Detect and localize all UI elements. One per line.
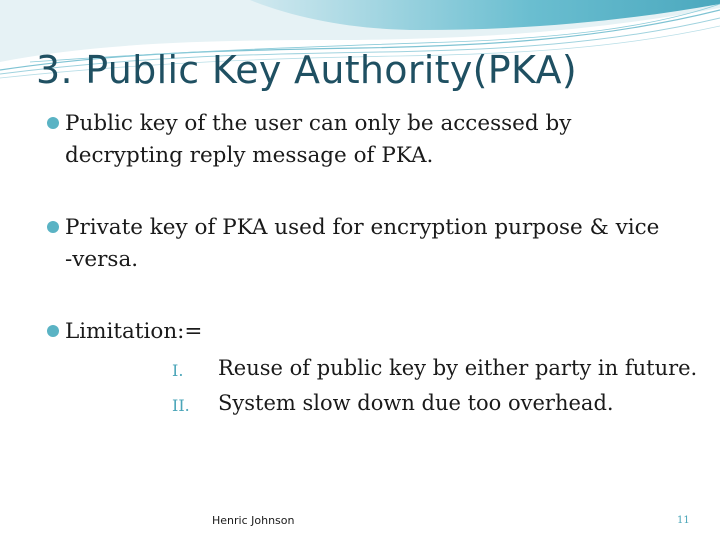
- bullet-line: -versa.: [65, 247, 139, 272]
- bullet-dot-icon: [47, 117, 59, 129]
- bullet-line: Limitation:=: [65, 319, 203, 344]
- page-number: 11: [677, 515, 690, 526]
- bullet-line: Private key of PKA used for encryption purpose & vice: [65, 215, 660, 240]
- bullet-text: [65, 212, 690, 276]
- bullet-dot-icon: [47, 325, 59, 337]
- footer-author: Henric Johnson: [212, 514, 295, 527]
- bullet-line: Public key of the user can only be accessed by: [65, 111, 572, 136]
- sub-item-numeral: II.: [172, 396, 190, 415]
- sub-item-numeral: I.: [172, 361, 184, 380]
- sub-item-text: Reuse of public key by either party in future.: [218, 356, 698, 380]
- bullet-text: [65, 108, 690, 172]
- bullet-text: [65, 316, 690, 348]
- sub-item-text: System slow down due too overhead.: [218, 391, 614, 415]
- bullet-line: decrypting reply message of PKA.: [65, 143, 434, 168]
- slide-title: 3. Public Key Authority(PKA): [36, 48, 577, 92]
- bullet-dot-icon: [47, 221, 59, 233]
